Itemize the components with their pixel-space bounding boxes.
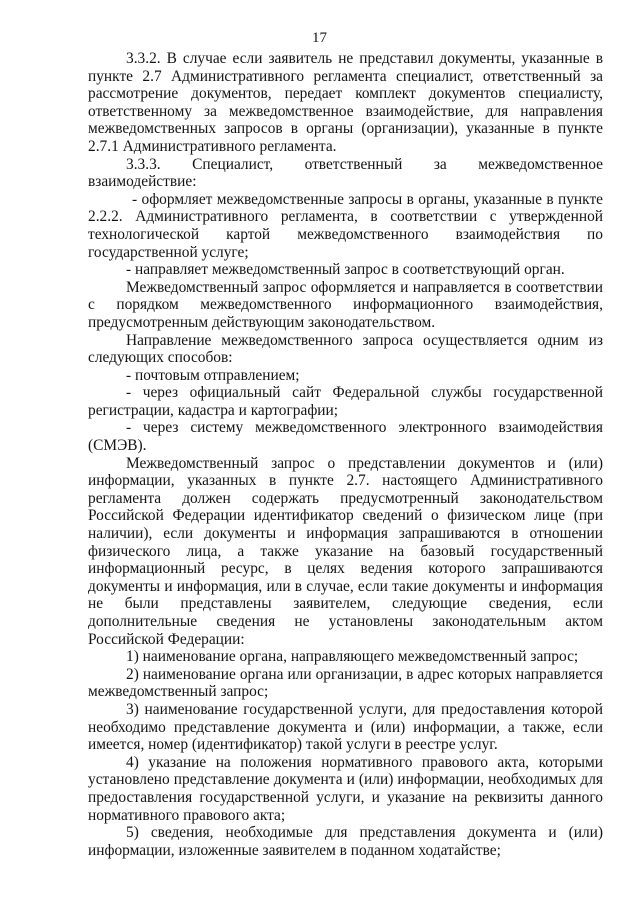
list-item-4: 4) указание на положения нормативного правового акта, которыми установлено представление документа и (или) информации, необходимых для предоставления государственной услуги, и указание на реквизиты данного нормативного правового акта; [88,753,603,824]
paragraph-3-3-3: 3.3.3. Специалист, ответственный за межведомственное взаимодействие: [88,155,603,191]
list-item-postal: - почтовым отправлением; [126,366,300,384]
list-item-5: 5) сведения, необходимые для представления документа и (или) информации, изложенные заявителем в поданном ходатайстве; [88,824,603,859]
list-item-3: 3) наименование государственной услуги, для предоставления которой необходимо представление документа и (или) информации, а также, если имеется, номер (идентификатор) такой услуги в реестре услуг. [88,700,603,754]
paragraph-request-content: Межведомственный запрос о представлении документов и (или) информации, указанных в пункте 2.7. настоящего Административного регламента должен содержать предусмотренный законодательством Российской Федерации идентификатор сведений о физическом лице (при наличии), если документы и информация запрашиваются в отношении физического лица, а также указание на базовый государственный информационный ресурс, в целях ведения которого запрашиваются документы и информация, или в случае, если такие документы и информация не были представлены заявителем, следующие сведения, если дополнительные сведения не установлены законодательным актом Российской Федерации: [88,454,603,648]
list-item-2: 2) наименование органа или организации, в адрес которых направляется межведомственный запрос; [88,665,603,701]
list-item-smev: - через систему межведомственного электронного взаимодействия (СМЭВ). [88,419,603,455]
page-number: 17 [312,30,327,46]
list-item-official-site: - через официальный сайт Федеральной службы государственной регистрации, кадастра и картографии; [88,384,603,419]
list-item-1: 1) наименование органа, направляющего межведомственный запрос; [126,648,579,666]
document-body [88,50,603,859]
list-item-form-request: - оформляет межведомственные запросы в органы, указанные в пункте 2.2.2. Административного регламента, в соответствии с утвержденной технологической картой межведомственного взаимодействия по государственной услуге; [88,190,603,261]
paragraph-3-3-2: 3.3.2. В случае если заявитель не представил документы, указанные в пункте 2.7 Административного регламента специалист, ответственный за рассмотрение документов, передает комплект документов специалисту, ответственному за межведомственное взаимодействие, для направления межведомственных запросов в органы (организации), указанные в пункте 2.7.1 Административного регламента. [88,50,603,155]
list-item-send-request: - направляет межведомственный запрос в соответствующий орган. [126,261,565,279]
paragraph-request-methods: Направление межведомственного запроса осуществляется одним из следующих способов: [88,331,603,367]
paragraph-request-order: Межведомственный запрос оформляется и направляется в соответствии с порядком межведомственного информационного взаимодействия, предусмотренным действующим законодательством. [88,278,603,331]
